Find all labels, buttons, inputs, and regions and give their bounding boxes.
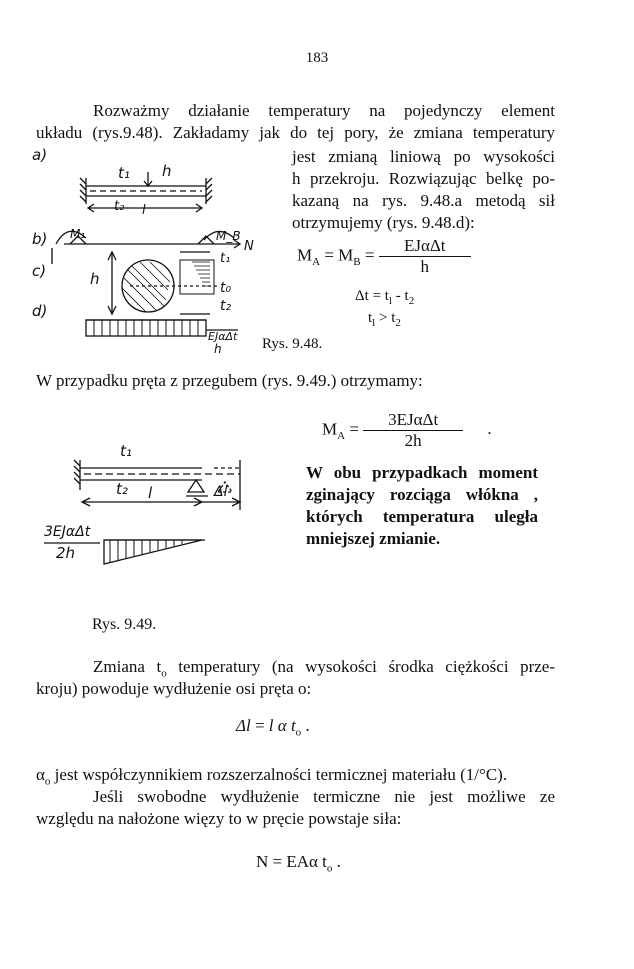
para1-line4: h przekroju. Rozwiązując belkę po-	[292, 169, 555, 188]
label-n: N	[244, 239, 254, 254]
para1-line2: układu (rys.9.48). Zakładamy jak do tej pory, że zmiana temperatury	[36, 123, 555, 142]
moment-num-949: 3EJαΔt	[44, 524, 91, 540]
para2: W przypadku pręta z przegubem (rys. 9.49.) otrzymamy:	[36, 371, 423, 390]
label-mb: M_B	[216, 229, 241, 243]
para1-line1: Rozważmy działanie temperatury na pojedynczy element	[93, 101, 555, 120]
equation-948: $M_A = M_B$ = $\frac{\text{EJαΔt}}{h}$	[297, 236, 471, 277]
caption-949: Rys. 9.49.	[92, 616, 157, 633]
temperature-inequality: $t_l > t_2$	[368, 310, 401, 329]
label-t1: t₁	[118, 164, 130, 182]
label-t2c: t₂	[220, 298, 232, 314]
bold-note-line4: mniejszej zmianie.	[306, 529, 441, 548]
para3-line1: Zmiana $t_o$ temperatury (na wysokości środka ciężkości prze-	[93, 657, 555, 680]
label-a: a)	[32, 146, 48, 164]
label-t1-949: t₁	[120, 442, 132, 460]
equation-949: $M_A$ = $\frac{\text{3EJαΔt}}{2h}$ .	[322, 410, 492, 450]
label-m1: M₁	[70, 227, 86, 241]
label-c: c)	[32, 262, 47, 280]
label-l: l	[142, 203, 146, 218]
label-t2-949: t₂	[116, 480, 128, 498]
label-h: h	[162, 162, 172, 180]
fraction-949: $\frac{\text{3EJαΔt}}{2h}$	[363, 410, 463, 451]
moment-den-949: 2h	[56, 544, 76, 562]
para1-line3: jest zmianą liniową po wysokości	[292, 147, 555, 166]
label-dl-949: Δl	[214, 484, 228, 500]
para1-line6: otrzymujemy (rys. 9.48.d):	[292, 213, 475, 232]
bold-note-line1: W obu przypadkach moment	[306, 463, 538, 482]
label-l-949: l	[148, 484, 153, 502]
para4-line1: $\alpha_o$ jest współczynnikiem rozszerzalności termicznej materiału (1/°C).	[36, 765, 508, 788]
equation-elongation: Δl = l α $t_o$ .	[236, 716, 310, 739]
label-t1c: t₁	[220, 251, 231, 266]
label-t0: t₀	[220, 280, 232, 296]
label-hc: h	[90, 270, 100, 288]
page-number: 183	[305, 50, 329, 66]
equation-force: N = EAα $t_o$ .	[256, 852, 341, 875]
label-d: d)	[32, 302, 48, 320]
para1-line5: kazaną na rys. 9.48.a metodą sił	[292, 191, 555, 210]
bold-note-line2: zginający rozciąga włókna ,	[306, 485, 538, 504]
figure-948	[30, 144, 292, 354]
para3-line2: kroju) powoduje wydłużenie osi pręta o:	[36, 679, 312, 698]
bold-note-line3: których temperatura uległa	[306, 507, 538, 526]
para4-line3: względu na nałożone więzy to w pręcie powstaje siła:	[36, 809, 402, 828]
moment-den-948: h	[214, 342, 222, 354]
label-b: b)	[32, 230, 48, 248]
para4-line2: Jeśli swobodne wydłużenie termiczne nie jest możliwe ze	[93, 787, 555, 806]
fraction-948: $\frac{\text{EJαΔt}}{h}$	[379, 236, 471, 277]
delta-t-definition: $\Delta t = t_l - t_2$	[355, 288, 415, 307]
moment-label-948: EJαΔt	[208, 330, 238, 343]
figure-949	[40, 440, 280, 570]
caption-948: Rys. 9.48.	[262, 336, 323, 352]
label-t2: t₂	[114, 199, 125, 214]
